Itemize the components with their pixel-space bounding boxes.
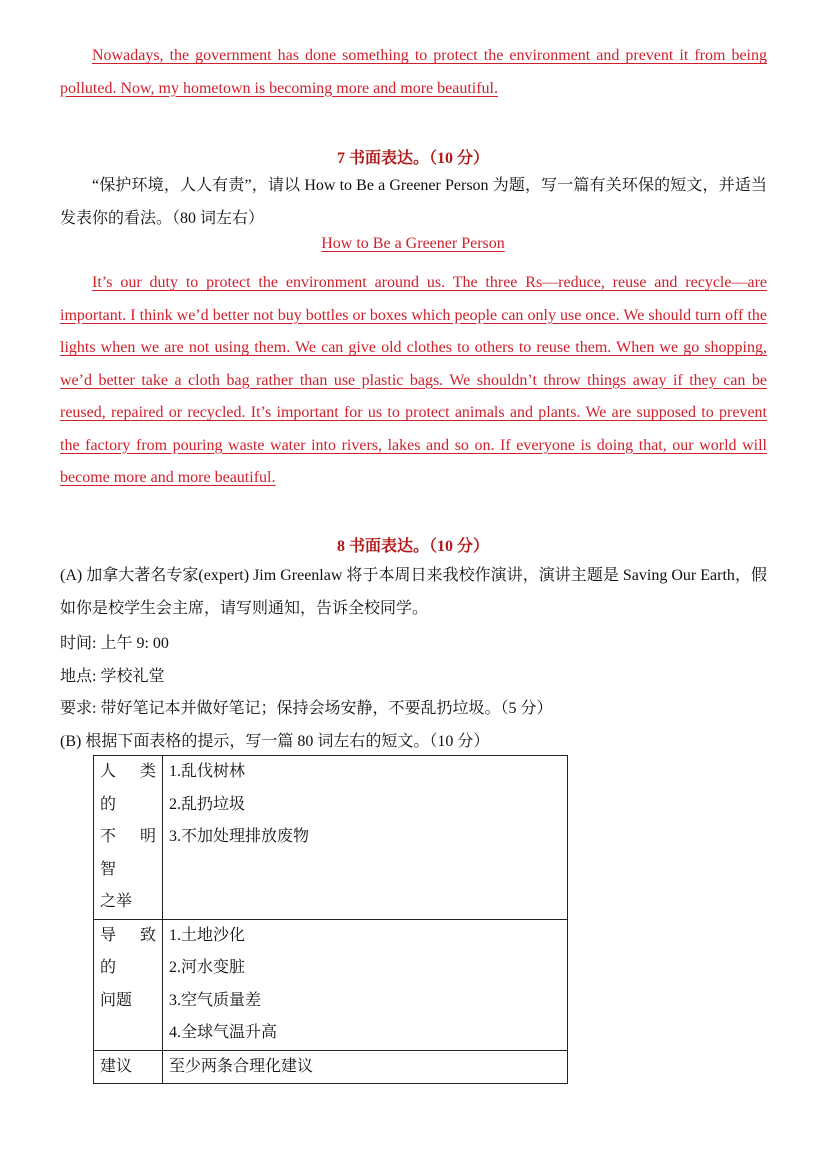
row-header-line: 之举 <box>100 893 133 910</box>
row-header <box>94 1050 163 1084</box>
table-row <box>94 919 568 1050</box>
table-row <box>94 756 568 920</box>
row-header-line: 不 明 <box>100 828 157 845</box>
row-header-line: 智 <box>100 860 117 878</box>
row-item: 至少两条合理化建议 <box>169 1057 314 1075</box>
row-header-line: 建议 <box>100 1057 133 1075</box>
q8-part-a: (A) 加拿大著名专家(expert) Jim Greenlaw 将于本周日来我校作演讲，演讲主题是 Saving Our Earth，假如你是校学生会主席，请写则通知，告诉全校同学。 <box>60 567 767 617</box>
q8-requirements: 要求: 带好笔记本并做好笔记；保持会场安静，不要乱扔垃圾。（5 分） <box>60 700 553 717</box>
hints-table <box>93 755 568 1084</box>
row-items <box>163 756 568 920</box>
q8-part-b: (B) 根据下面表格的提示，写一篇 80 词左右的短文。（10 分） <box>60 733 490 750</box>
q7-answer: It’s our duty to protect the environment around us. The three Rs—reduce, reuse and recycle—are important. I think we’d better not buy bottles or boxes which people can only use once. We should turn off the lights when we are not using them. We can give old clothes to others to reuse them. When we go shopping, we’d better take a cloth bag rather than use plastic bags. We shouldn’t throw things away if they can be reused, repaired or recycled. It’s important for us to protect animals and plants. We are supposed to prevent the factory from pouring waste water into rivers, lakes and so on. If everyone is doing that, our world will become more and more beautiful. <box>60 274 767 486</box>
row-item: 1.乱伐树林 <box>169 763 246 780</box>
row-item: 4.全球气温升高 <box>169 1024 278 1041</box>
q8-place: 地点: 学校礼堂 <box>60 668 165 685</box>
row-header <box>94 756 163 920</box>
row-header-line: 导 致 <box>100 926 157 944</box>
q7-title: 7 书面表达。（10 分） <box>336 150 489 167</box>
q8-time: 时间: 上午 9: 00 <box>60 635 169 652</box>
intro-answer: Nowadays, the government has done something to protect the environment and prevent it from being polluted. Now, my hometown is becoming more and more beautiful. <box>60 47 767 97</box>
row-item: 2.河水变脏 <box>169 959 246 976</box>
row-items <box>163 919 568 1050</box>
row-header-line: 问题 <box>100 991 133 1009</box>
q7-answer-title: How to Be a Greener Person <box>321 235 505 252</box>
row-items <box>163 1050 568 1084</box>
row-item: 1.土地沙化 <box>169 926 246 944</box>
row-header-line: 的 <box>100 959 117 976</box>
row-header-line: 人 类 <box>100 763 157 780</box>
row-item: 3.空气质量差 <box>169 991 262 1009</box>
row-header-line: 的 <box>100 795 117 813</box>
row-item: 3.不加处理排放废物 <box>169 828 310 845</box>
row-header <box>94 919 163 1050</box>
q8-title: 8 书面表达。（10 分） <box>336 538 489 555</box>
q7-prompt: “保护环境，人人有责”，请以 How to Be a Greener Person 为题，写一篇有关环保的短文，并适当发表你的看法。（80 词左右） <box>60 177 767 227</box>
table-row <box>94 1050 568 1084</box>
row-item: 2.乱扔垃圾 <box>169 795 246 813</box>
